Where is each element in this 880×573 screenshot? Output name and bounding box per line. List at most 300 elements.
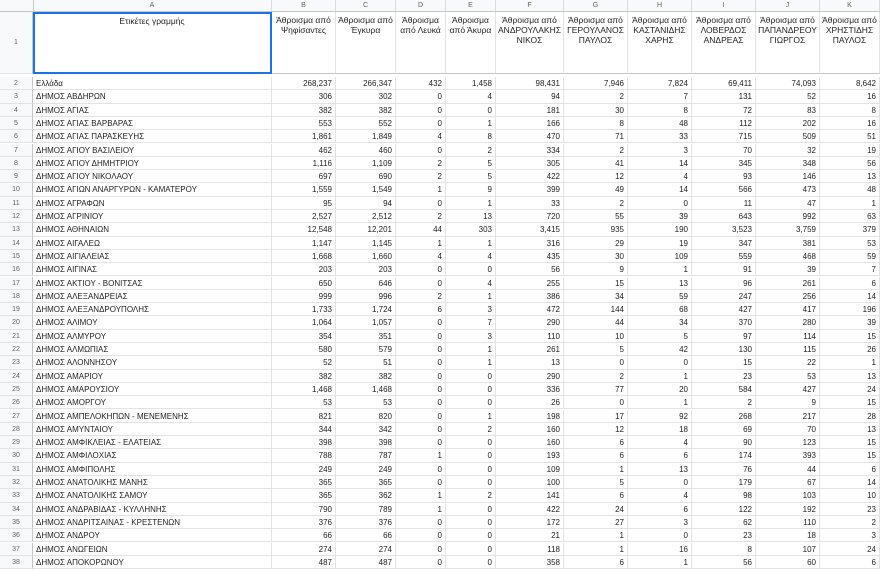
row-header[interactable]: 35 — [0, 516, 33, 529]
value-cell[interactable]: 70 — [756, 423, 820, 436]
value-cell[interactable]: 9 — [446, 183, 496, 196]
value-cell[interactable]: 0 — [396, 370, 446, 383]
row-header[interactable]: 25 — [0, 383, 33, 396]
row-header[interactable]: 20 — [0, 316, 33, 329]
row-header[interactable]: 11 — [0, 197, 33, 210]
value-cell[interactable]: 5 — [446, 157, 496, 170]
value-cell[interactable]: 0 — [628, 529, 692, 542]
value-cell[interactable]: 290 — [496, 316, 564, 329]
value-cell[interactable]: 255 — [496, 277, 564, 290]
value-cell[interactable]: 13 — [628, 463, 692, 476]
value-cell[interactable]: 69,411 — [692, 77, 756, 90]
value-cell[interactable]: 0 — [628, 356, 692, 369]
value-cell[interactable]: 131 — [692, 90, 756, 103]
value-cell[interactable]: 427 — [756, 383, 820, 396]
value-cell[interactable]: 19 — [820, 144, 880, 157]
header-cell-d[interactable]: Άθροισμα από Λευκά — [396, 12, 446, 74]
value-cell[interactable]: 1,549 — [336, 183, 396, 196]
row-label-cell[interactable]: ΔΗΜΟΣ ΑΓΙΟΥ ΔΗΜΗΤΡΙΟΥ — [33, 157, 272, 170]
value-cell[interactable]: 788 — [272, 449, 336, 462]
value-cell[interactable]: 10 — [564, 330, 628, 343]
row-label-cell[interactable]: ΔΗΜΟΣ ΑΛΕΞΑΝΔΡΕΙΑΣ — [33, 290, 272, 303]
row-header[interactable]: 7 — [0, 144, 33, 157]
row-header[interactable]: 22 — [0, 343, 33, 356]
value-cell[interactable]: 354 — [272, 330, 336, 343]
value-cell[interactable]: 0 — [628, 197, 692, 210]
value-cell[interactable]: 472 — [496, 303, 564, 316]
value-cell[interactable]: 8 — [820, 104, 880, 117]
value-cell[interactable]: 13 — [496, 356, 564, 369]
value-cell[interactable]: 4 — [396, 250, 446, 263]
value-cell[interactable]: 0 — [564, 356, 628, 369]
value-cell[interactable]: 6 — [628, 503, 692, 516]
value-cell[interactable]: 249 — [336, 463, 396, 476]
row-header[interactable]: 13 — [0, 223, 33, 236]
value-cell[interactable]: 386 — [496, 290, 564, 303]
value-cell[interactable]: 342 — [336, 423, 396, 436]
value-cell[interactable]: 92 — [628, 410, 692, 423]
value-cell[interactable]: 12,548 — [272, 223, 336, 236]
value-cell[interactable]: 579 — [336, 343, 396, 356]
value-cell[interactable]: 247 — [692, 290, 756, 303]
value-cell[interactable]: 203 — [272, 263, 336, 276]
value-cell[interactable]: 351 — [336, 330, 396, 343]
value-cell[interactable]: 13 — [820, 170, 880, 183]
value-cell[interactable]: 787 — [336, 449, 396, 462]
value-cell[interactable]: 2 — [692, 396, 756, 409]
value-cell[interactable]: 0 — [396, 330, 446, 343]
value-cell[interactable]: 179 — [692, 476, 756, 489]
value-cell[interactable]: 56 — [820, 157, 880, 170]
value-cell[interactable]: 15 — [564, 277, 628, 290]
row-label-cell[interactable]: ΔΗΜΟΣ ΑΜΠΕΛΟΚΗΠΩΝ - ΜΕΝΕΜΕΝΗΣ — [33, 410, 272, 423]
value-cell[interactable]: 720 — [496, 210, 564, 223]
value-cell[interactable]: 34 — [628, 316, 692, 329]
value-cell[interactable]: 473 — [756, 183, 820, 196]
value-cell[interactable]: 0 — [396, 197, 446, 210]
value-cell[interactable]: 2 — [820, 516, 880, 529]
value-cell[interactable]: 66 — [272, 529, 336, 542]
row-header[interactable]: 10 — [0, 183, 33, 196]
value-cell[interactable]: 697 — [272, 170, 336, 183]
value-cell[interactable]: 2,527 — [272, 210, 336, 223]
value-cell[interactable]: 8,642 — [820, 77, 880, 90]
value-cell[interactable]: 4 — [446, 277, 496, 290]
value-cell[interactable]: 15 — [820, 449, 880, 462]
value-cell[interactable]: 580 — [272, 343, 336, 356]
value-cell[interactable]: 399 — [496, 183, 564, 196]
value-cell[interactable]: 12 — [564, 170, 628, 183]
value-cell[interactable]: 249 — [272, 463, 336, 476]
value-cell[interactable]: 14 — [820, 476, 880, 489]
row-label-cell[interactable]: ΔΗΜΟΣ ΑΜΑΡΟΥΣΙΟΥ — [33, 383, 272, 396]
value-cell[interactable]: 44 — [396, 223, 446, 236]
value-cell[interactable]: 24 — [564, 503, 628, 516]
value-cell[interactable]: 1 — [820, 356, 880, 369]
value-cell[interactable]: 398 — [272, 436, 336, 449]
value-cell[interactable]: 303 — [446, 223, 496, 236]
value-cell[interactable]: 690 — [336, 170, 396, 183]
value-cell[interactable]: 97 — [692, 330, 756, 343]
row-header[interactable]: 24 — [0, 370, 33, 383]
row-header[interactable]: 28 — [0, 423, 33, 436]
value-cell[interactable]: 0 — [396, 516, 446, 529]
value-cell[interactable]: 9 — [564, 263, 628, 276]
value-cell[interactable]: 5 — [628, 330, 692, 343]
row-header[interactable]: 19 — [0, 303, 33, 316]
value-cell[interactable]: 1 — [820, 197, 880, 210]
value-cell[interactable]: 470 — [496, 130, 564, 143]
value-cell[interactable]: 202 — [756, 117, 820, 130]
value-cell[interactable]: 83 — [756, 104, 820, 117]
value-cell[interactable]: 0 — [396, 144, 446, 157]
value-cell[interactable]: 13 — [628, 277, 692, 290]
value-cell[interactable]: 53 — [272, 396, 336, 409]
value-cell[interactable]: 70 — [692, 144, 756, 157]
value-cell[interactable]: 93 — [692, 170, 756, 183]
value-cell[interactable]: 6 — [564, 556, 628, 569]
value-cell[interactable]: 77 — [564, 383, 628, 396]
row-label-cell[interactable]: ΔΗΜΟΣ ΑΒΔΗΡΩΝ — [33, 90, 272, 103]
value-cell[interactable]: 0 — [396, 556, 446, 569]
value-cell[interactable]: 379 — [820, 223, 880, 236]
value-cell[interactable]: 8 — [692, 543, 756, 556]
value-cell[interactable]: 110 — [496, 330, 564, 343]
value-cell[interactable]: 5 — [564, 476, 628, 489]
row-label-cell[interactable]: ΔΗΜΟΣ ΑΛΟΝΝΗΣΟΥ — [33, 356, 272, 369]
value-cell[interactable]: 33 — [496, 197, 564, 210]
value-cell[interactable]: 0 — [446, 529, 496, 542]
value-cell[interactable]: 144 — [564, 303, 628, 316]
value-cell[interactable]: 7,824 — [628, 77, 692, 90]
row-label-cell[interactable]: ΔΗΜΟΣ ΑΝΑΤΟΛΙΚΗΣ ΣΑΜΟΥ — [33, 489, 272, 502]
value-cell[interactable]: 460 — [336, 144, 396, 157]
value-cell[interactable]: 107 — [756, 543, 820, 556]
row-header[interactable]: 12 — [0, 210, 33, 223]
value-cell[interactable]: 427 — [692, 303, 756, 316]
value-cell[interactable]: 39 — [756, 263, 820, 276]
row-label-cell[interactable]: ΔΗΜΟΣ ΑΓΙΩΝ ΑΝΑΡΓΥΡΩΝ - ΚΑΜΑΤΕΡΟΥ — [33, 183, 272, 196]
value-cell[interactable]: 18 — [628, 423, 692, 436]
value-cell[interactable]: 59 — [628, 290, 692, 303]
value-cell[interactable]: 41 — [564, 157, 628, 170]
value-cell[interactable]: 16 — [628, 543, 692, 556]
row-label-cell[interactable]: ΔΗΜΟΣ ΑΝΔΡΙΤΣΑΙΝΑΣ - ΚΡΕΣΤΕΝΩΝ — [33, 516, 272, 529]
row-label-cell[interactable]: ΔΗΜΟΣ ΑΙΓΑΛΕΩ — [33, 237, 272, 250]
value-cell[interactable]: 2 — [564, 144, 628, 157]
value-cell[interactable]: 3 — [628, 516, 692, 529]
column-header-i[interactable]: I — [692, 0, 756, 11]
value-cell[interactable]: 130 — [692, 343, 756, 356]
value-cell[interactable]: 53 — [820, 237, 880, 250]
value-cell[interactable]: 33 — [628, 130, 692, 143]
value-cell[interactable]: 6 — [564, 436, 628, 449]
value-cell[interactable]: 422 — [496, 170, 564, 183]
value-cell[interactable]: 15 — [820, 436, 880, 449]
column-header-b[interactable]: B — [272, 0, 336, 11]
row-header[interactable]: 30 — [0, 449, 33, 462]
value-cell[interactable]: 98,431 — [496, 77, 564, 90]
value-cell[interactable]: 11 — [692, 197, 756, 210]
value-cell[interactable]: 0 — [396, 277, 446, 290]
value-cell[interactable]: 23 — [692, 529, 756, 542]
value-cell[interactable]: 69 — [692, 423, 756, 436]
value-cell[interactable]: 0 — [396, 476, 446, 489]
value-cell[interactable]: 0 — [446, 370, 496, 383]
header-cell-h[interactable]: Άθροισμα από ΚΑΣΤΑΝΙΔΗΣ ΧΑΡΗΣ — [628, 12, 692, 74]
row-header[interactable]: 16 — [0, 263, 33, 276]
value-cell[interactable]: 1,468 — [336, 383, 396, 396]
value-cell[interactable]: 8 — [628, 104, 692, 117]
value-cell[interactable]: 0 — [446, 104, 496, 117]
row-header[interactable]: 31 — [0, 463, 33, 476]
value-cell[interactable]: 1 — [446, 343, 496, 356]
column-header-e[interactable]: E — [446, 0, 496, 11]
value-cell[interactable]: 261 — [496, 343, 564, 356]
value-cell[interactable]: 2 — [396, 157, 446, 170]
value-cell[interactable]: 381 — [756, 237, 820, 250]
row-label-cell[interactable]: ΔΗΜΟΣ ΑΝΑΤΟΛΙΚΗΣ ΜΑΝΗΣ — [33, 476, 272, 489]
value-cell[interactable]: 172 — [496, 516, 564, 529]
value-cell[interactable]: 1 — [446, 290, 496, 303]
value-cell[interactable]: 365 — [272, 489, 336, 502]
value-cell[interactable]: 103 — [756, 489, 820, 502]
value-cell[interactable]: 32 — [756, 144, 820, 157]
value-cell[interactable]: 166 — [496, 117, 564, 130]
row-header[interactable]: 33 — [0, 489, 33, 502]
value-cell[interactable]: 789 — [336, 503, 396, 516]
value-cell[interactable]: 362 — [336, 489, 396, 502]
value-cell[interactable]: 487 — [272, 556, 336, 569]
value-cell[interactable]: 39 — [628, 210, 692, 223]
value-cell[interactable]: 2 — [396, 210, 446, 223]
value-cell[interactable]: 22 — [756, 356, 820, 369]
value-cell[interactable]: 14 — [628, 183, 692, 196]
value-cell[interactable]: 646 — [336, 277, 396, 290]
value-cell[interactable]: 0 — [396, 383, 446, 396]
row-label-cell[interactable]: ΔΗΜΟΣ ΑΓΡΙΝΙΟΥ — [33, 210, 272, 223]
value-cell[interactable]: 643 — [692, 210, 756, 223]
value-cell[interactable]: 3 — [446, 330, 496, 343]
row-header[interactable]: 9 — [0, 170, 33, 183]
value-cell[interactable]: 2 — [446, 144, 496, 157]
value-cell[interactable]: 2 — [564, 90, 628, 103]
value-cell[interactable]: 63 — [820, 210, 880, 223]
value-cell[interactable]: 1 — [396, 489, 446, 502]
value-cell[interactable]: 0 — [446, 436, 496, 449]
value-cell[interactable]: 109 — [628, 250, 692, 263]
value-cell[interactable]: 0 — [396, 529, 446, 542]
column-header-f[interactable]: F — [496, 0, 564, 11]
value-cell[interactable]: 2 — [446, 423, 496, 436]
value-cell[interactable]: 0 — [446, 396, 496, 409]
value-cell[interactable]: 13 — [820, 423, 880, 436]
row-header[interactable]: 3 — [0, 90, 33, 103]
select-all-corner[interactable] — [0, 0, 34, 11]
value-cell[interactable]: 1,668 — [272, 250, 336, 263]
value-cell[interactable]: 118 — [496, 543, 564, 556]
value-cell[interactable]: 3,759 — [756, 223, 820, 236]
value-cell[interactable]: 274 — [336, 543, 396, 556]
value-cell[interactable]: 4 — [396, 130, 446, 143]
value-cell[interactable]: 0 — [446, 263, 496, 276]
value-cell[interactable]: 0 — [396, 410, 446, 423]
value-cell[interactable]: 5 — [564, 343, 628, 356]
value-cell[interactable]: 0 — [446, 383, 496, 396]
value-cell[interactable]: 1,064 — [272, 316, 336, 329]
value-cell[interactable]: 365 — [272, 476, 336, 489]
value-cell[interactable]: 1,116 — [272, 157, 336, 170]
value-cell[interactable]: 76 — [692, 463, 756, 476]
value-cell[interactable]: 992 — [756, 210, 820, 223]
value-cell[interactable]: 16 — [820, 90, 880, 103]
value-cell[interactable]: 365 — [336, 476, 396, 489]
value-cell[interactable]: 190 — [628, 223, 692, 236]
header-cell-a[interactable]: Ετικέτες γραμμής — [33, 12, 272, 74]
column-header-k[interactable]: K — [820, 0, 880, 11]
value-cell[interactable]: 358 — [496, 556, 564, 569]
value-cell[interactable]: 53 — [336, 396, 396, 409]
value-cell[interactable]: 1,147 — [272, 237, 336, 250]
value-cell[interactable]: 1 — [446, 197, 496, 210]
value-cell[interactable]: 348 — [756, 157, 820, 170]
value-cell[interactable]: 336 — [496, 383, 564, 396]
value-cell[interactable]: 6 — [564, 449, 628, 462]
value-cell[interactable]: 198 — [496, 410, 564, 423]
row-label-cell[interactable]: ΔΗΜΟΣ ΑΝΔΡΑΒΙΔΑΣ - ΚΥΛΛΗΝΗΣ — [33, 503, 272, 516]
value-cell[interactable]: 0 — [446, 543, 496, 556]
column-header-d[interactable]: D — [396, 0, 446, 11]
value-cell[interactable]: 74,093 — [756, 77, 820, 90]
value-cell[interactable]: 0 — [396, 356, 446, 369]
value-cell[interactable]: 14 — [628, 157, 692, 170]
value-cell[interactable]: 196 — [820, 303, 880, 316]
row-header[interactable]: 21 — [0, 330, 33, 343]
value-cell[interactable]: 1 — [396, 449, 446, 462]
value-cell[interactable]: 67 — [756, 476, 820, 489]
row-header-1[interactable]: 1 — [0, 12, 33, 74]
value-cell[interactable]: 347 — [692, 237, 756, 250]
value-cell[interactable]: 66 — [336, 529, 396, 542]
row-label-cell[interactable]: ΔΗΜΟΣ ΑΜΦΙΛΟΧΙΑΣ — [33, 449, 272, 462]
row-header[interactable]: 29 — [0, 436, 33, 449]
row-label-cell[interactable]: ΔΗΜΟΣ ΑΓΙΑΣ — [33, 104, 272, 117]
row-header[interactable]: 4 — [0, 104, 33, 117]
value-cell[interactable]: 7 — [628, 90, 692, 103]
value-cell[interactable]: 559 — [692, 250, 756, 263]
value-cell[interactable]: 12,201 — [336, 223, 396, 236]
row-label-cell[interactable]: ΔΗΜΟΣ ΑΜΑΡΙΟΥ — [33, 370, 272, 383]
value-cell[interactable]: 51 — [820, 130, 880, 143]
value-cell[interactable]: 6 — [564, 489, 628, 502]
row-label-cell[interactable]: ΔΗΜΟΣ ΑΓΙΟΥ ΒΑΣΙΛΕΙΟΥ — [33, 144, 272, 157]
value-cell[interactable]: 14 — [820, 290, 880, 303]
value-cell[interactable]: 393 — [756, 449, 820, 462]
value-cell[interactable]: 160 — [496, 436, 564, 449]
value-cell[interactable]: 0 — [396, 90, 446, 103]
value-cell[interactable]: 100 — [496, 476, 564, 489]
value-cell[interactable]: 48 — [820, 183, 880, 196]
value-cell[interactable]: 382 — [272, 370, 336, 383]
value-cell[interactable]: 650 — [272, 277, 336, 290]
value-cell[interactable]: 345 — [692, 157, 756, 170]
row-label-cell[interactable]: ΔΗΜΟΣ ΑΘΗΝΑΙΩΝ — [33, 223, 272, 236]
value-cell[interactable]: 3,415 — [496, 223, 564, 236]
value-cell[interactable]: 4 — [628, 436, 692, 449]
value-cell[interactable]: 44 — [564, 316, 628, 329]
value-cell[interactable]: 261 — [756, 277, 820, 290]
value-cell[interactable]: 98 — [692, 489, 756, 502]
value-cell[interactable]: 2 — [396, 170, 446, 183]
value-cell[interactable]: 0 — [446, 516, 496, 529]
value-cell[interactable]: 68 — [628, 303, 692, 316]
value-cell[interactable]: 0 — [396, 463, 446, 476]
value-cell[interactable]: 18 — [756, 529, 820, 542]
value-cell[interactable]: 1 — [446, 237, 496, 250]
value-cell[interactable]: 23 — [692, 370, 756, 383]
value-cell[interactable]: 44 — [756, 463, 820, 476]
value-cell[interactable]: 566 — [692, 183, 756, 196]
value-cell[interactable]: 1,559 — [272, 183, 336, 196]
row-label-cell[interactable]: ΔΗΜΟΣ ΑΓΙΑΣ ΠΑΡΑΣΚΕΥΗΣ — [33, 130, 272, 143]
value-cell[interactable]: 29 — [564, 237, 628, 250]
column-header-c[interactable]: C — [336, 0, 396, 11]
value-cell[interactable]: 12 — [564, 423, 628, 436]
value-cell[interactable]: 1 — [396, 183, 446, 196]
value-cell[interactable]: 49 — [564, 183, 628, 196]
value-cell[interactable]: 370 — [692, 316, 756, 329]
value-cell[interactable]: 2,512 — [336, 210, 396, 223]
value-cell[interactable]: 30 — [564, 250, 628, 263]
value-cell[interactable]: 290 — [496, 370, 564, 383]
value-cell[interactable]: 0 — [564, 396, 628, 409]
row-label-cell[interactable]: ΔΗΜΟΣ ΑΝΔΡΟΥ — [33, 529, 272, 542]
value-cell[interactable]: 203 — [336, 263, 396, 276]
value-cell[interactable]: 146 — [756, 170, 820, 183]
value-cell[interactable]: 0 — [446, 556, 496, 569]
value-cell[interactable]: 344 — [272, 423, 336, 436]
value-cell[interactable]: 6 — [820, 463, 880, 476]
value-cell[interactable]: 1 — [446, 410, 496, 423]
value-cell[interactable]: 4 — [628, 489, 692, 502]
value-cell[interactable]: 52 — [272, 356, 336, 369]
row-label-cell[interactable]: ΔΗΜΟΣ ΑΜΟΡΓΟΥ — [33, 396, 272, 409]
value-cell[interactable]: 462 — [272, 144, 336, 157]
value-cell[interactable]: 1 — [446, 117, 496, 130]
value-cell[interactable]: 20 — [628, 383, 692, 396]
value-cell[interactable]: 56 — [496, 263, 564, 276]
value-cell[interactable]: 268 — [692, 410, 756, 423]
row-header[interactable]: 6 — [0, 130, 33, 143]
value-cell[interactable]: 7 — [820, 263, 880, 276]
value-cell[interactable]: 1 — [564, 529, 628, 542]
row-header[interactable]: 27 — [0, 410, 33, 423]
value-cell[interactable]: 6 — [820, 277, 880, 290]
value-cell[interactable]: 91 — [692, 263, 756, 276]
value-cell[interactable]: 487 — [336, 556, 396, 569]
row-label-cell[interactable]: ΔΗΜΟΣ ΑΙΓΙΑΛΕΙΑΣ — [33, 250, 272, 263]
value-cell[interactable]: 1,057 — [336, 316, 396, 329]
row-header[interactable]: 38 — [0, 556, 33, 569]
value-cell[interactable]: 0 — [446, 463, 496, 476]
value-cell[interactable]: 1 — [628, 396, 692, 409]
value-cell[interactable]: 509 — [756, 130, 820, 143]
value-cell[interactable]: 256 — [756, 290, 820, 303]
value-cell[interactable]: 95 — [272, 197, 336, 210]
value-cell[interactable]: 266,347 — [336, 77, 396, 90]
header-cell-g[interactable]: Άθροισμα από ΓΕΡΟΥΛΑΝΟΣ ΠΑΥΛΟΣ — [564, 12, 628, 74]
value-cell[interactable]: 268,237 — [272, 77, 336, 90]
